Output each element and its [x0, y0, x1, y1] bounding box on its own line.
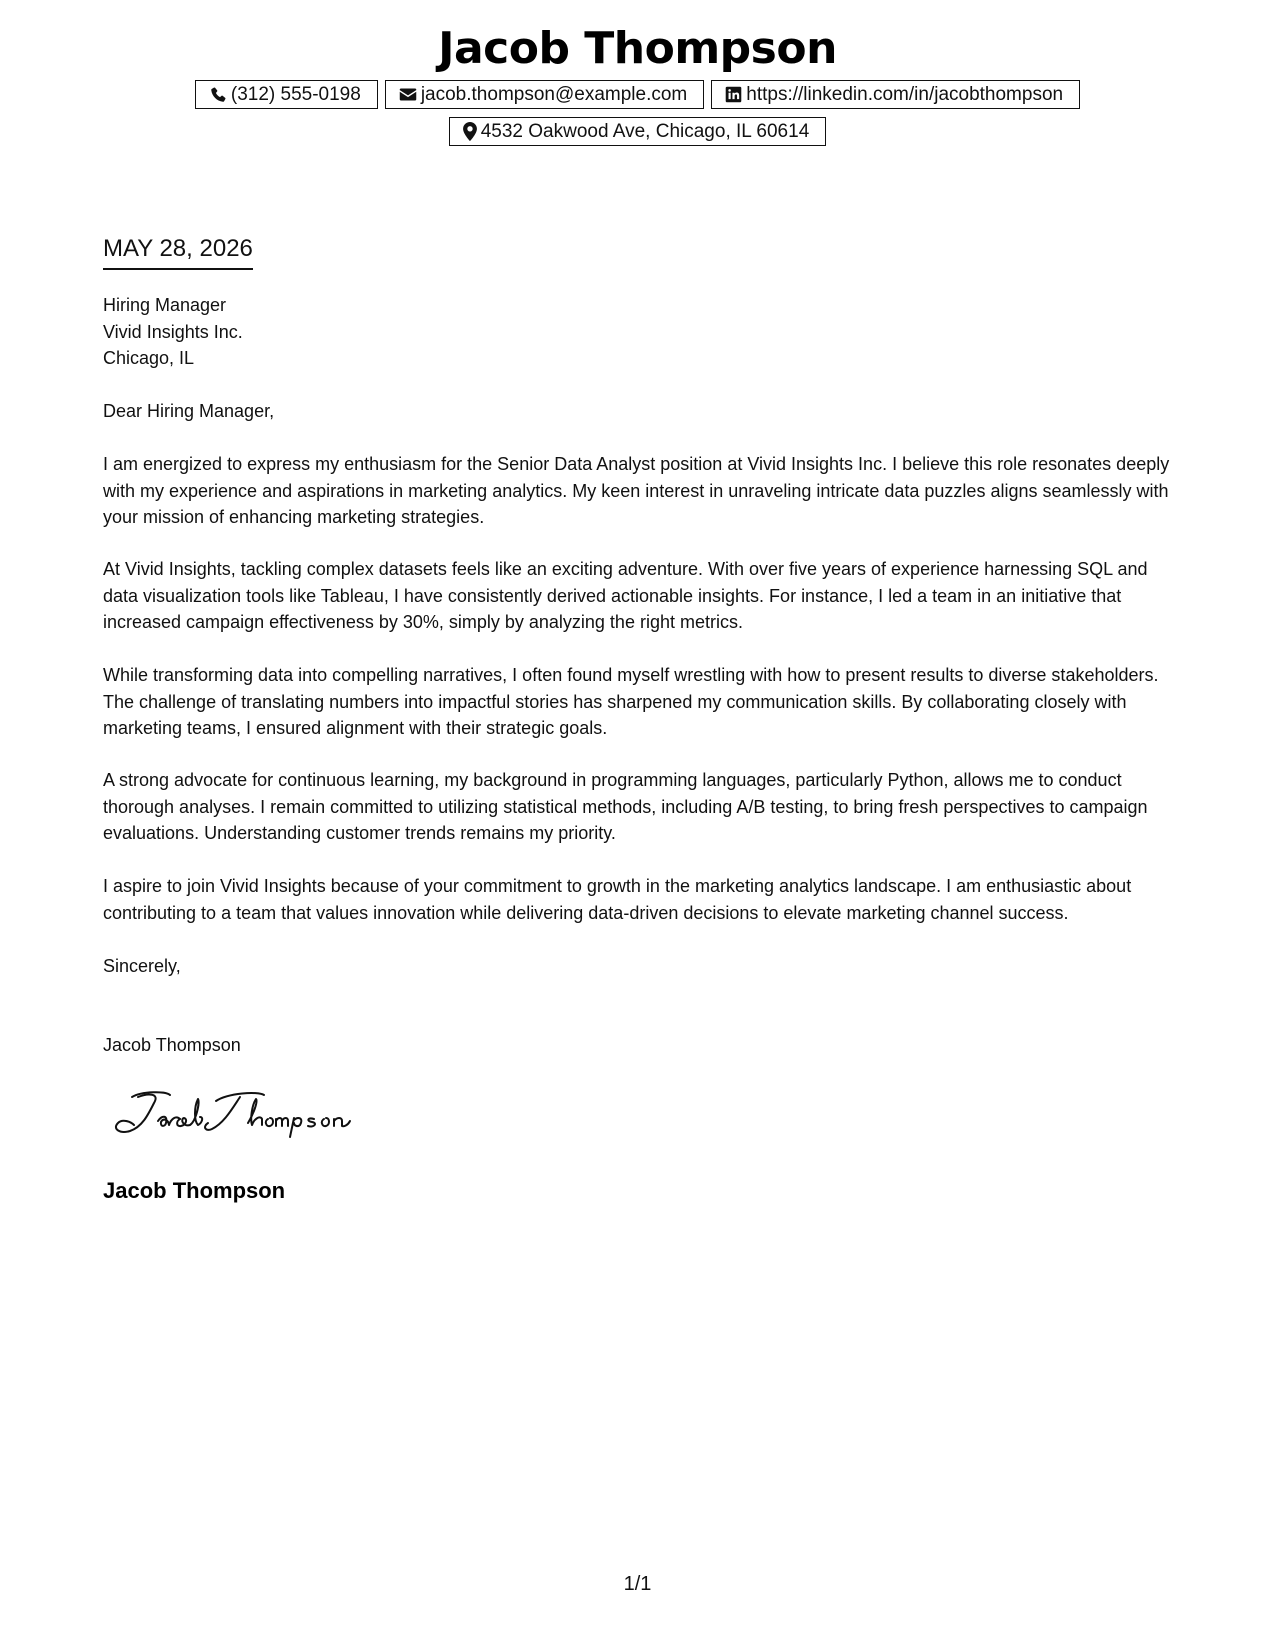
linkedin-icon — [725, 86, 742, 103]
linkedin-chip — [711, 80, 1080, 109]
contact-row-primary — [0, 80, 1275, 109]
linkedin-text: https://linkedin.com/in/jacobthompson — [746, 83, 1064, 105]
email-chip — [385, 80, 704, 109]
body-paragraph: A strong advocate for continuous learning, my background in programming languages, particularly Python, allows me to conduct thorough analyses. I remain committed to utilizing statistical methods, including A/B testing, to bring fresh perspectives to campaign evaluations. Understanding customer trends remains my priority. — [103, 770, 1148, 843]
body-paragraph: At Vivid Insights, tackling complex datasets feels like an exciting adventure. With over five years of experience harnessing SQL and data visualization tools like Tableau, I have consistently derived actionable insights. For instance, I led a team in an initiative that increased campaign effectiveness by 30%, simply by analyzing the right metrics. — [103, 559, 1148, 632]
body-paragraph: I aspire to join Vivid Insights because of your commitment to growth in the marketing analytics landscape. I am enthusiastic about contributing to a team that values innovation while delivering data-driven decisions to elevate marketing channel success. — [103, 876, 1132, 923]
closing: Sincerely, — [103, 956, 181, 976]
address-chip — [449, 117, 827, 146]
contact-row-secondary — [0, 117, 1275, 146]
address-text: 4532 Oakwood Ave, Chicago, IL 60614 — [480, 120, 810, 142]
letter-date: MAY 28, 2026 — [103, 234, 253, 270]
phone-text: (312) 555-0198 — [230, 83, 361, 105]
salutation: Dear Hiring Manager, — [103, 401, 275, 421]
applicant-name-heading: Jacob Thompson — [438, 23, 837, 74]
recipient-block — [103, 292, 1183, 372]
recipient-title: Hiring Manager — [103, 295, 227, 315]
typed-name: Jacob Thompson — [103, 1035, 241, 1055]
body-paragraph: I am energized to express my enthusiasm for the Senior Data Analyst position at Vivid Insights Inc. I believe this role resonates deeply with my experience and aspirations in marketing analytics. My keen interest in unraveling intricate data puzzles aligns seamlessly with your mission of enhancing marketing strategies. — [103, 454, 1170, 527]
body-paragraph: While transforming data into compelling narratives, I often found myself wrestling with how to present results to diverse stakeholders. The challenge of translating numbers into impactful stories has sharpened my communication skills. By collaborating closely with marketing teams, I ensured alignment with their strategic goals. — [103, 665, 1159, 738]
recipient-company: Vivid Insights Inc. — [103, 321, 243, 342]
handwritten-signature — [108, 1085, 358, 1145]
phone-icon — [209, 86, 227, 104]
recipient-location: Chicago, IL — [103, 348, 195, 368]
envelope-icon — [399, 87, 417, 102]
map-marker-icon — [463, 122, 477, 141]
phone-chip — [195, 80, 378, 109]
email-text: jacob.thompson@example.com — [420, 83, 688, 105]
page-number: 1/1 — [623, 1573, 652, 1595]
closing-bold-name: Jacob Thompson — [103, 1178, 286, 1203]
